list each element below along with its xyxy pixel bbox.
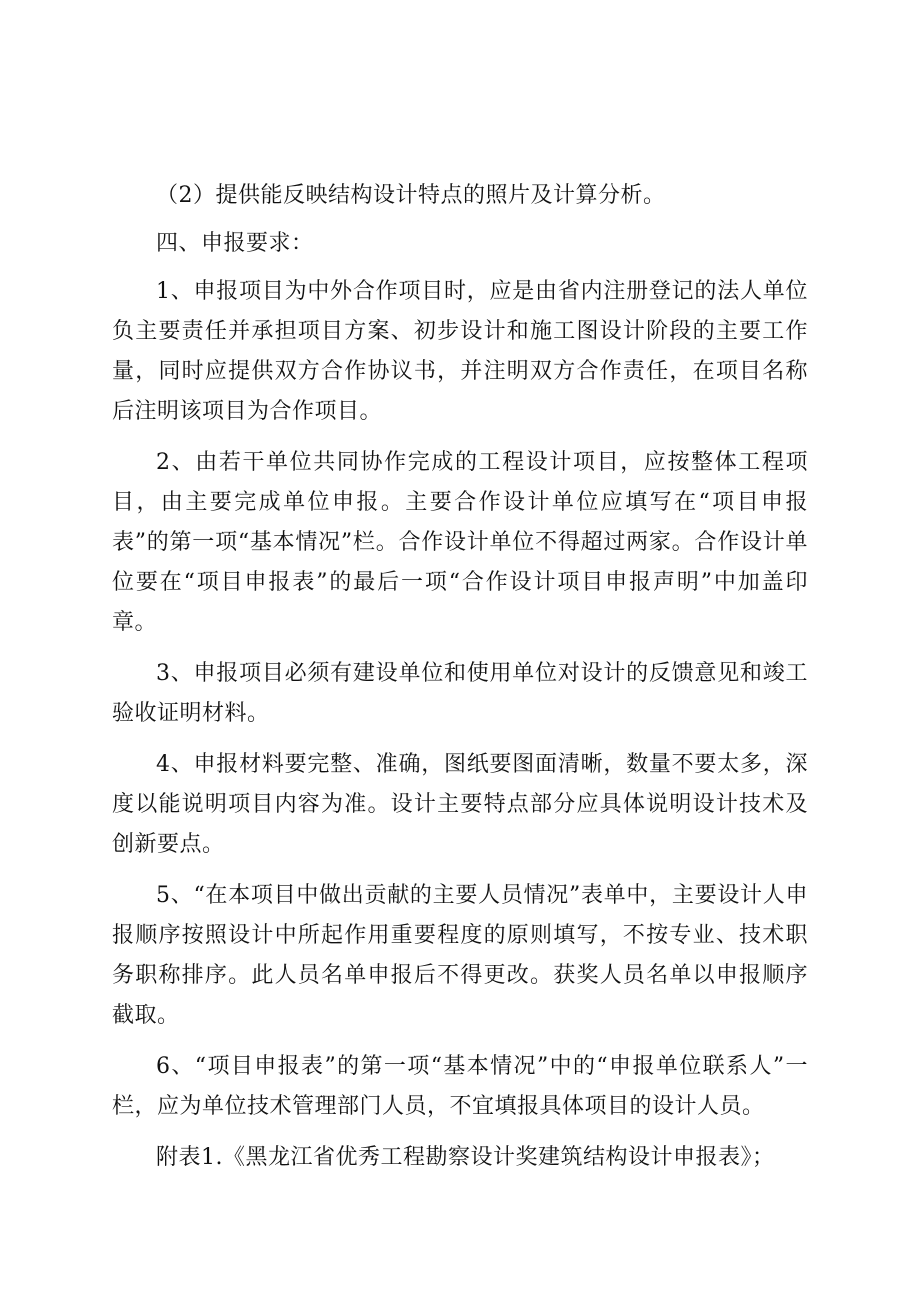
paragraph-attachment-1: 附表1.《黑龙江省优秀工程勘察设计奖建筑结构设计申报表》； xyxy=(156,1145,775,1170)
paragraph-requirement-3: 3、申报项目必须有建设单位和使用单位对设计的反馈意见和竣工验收证明材料。 xyxy=(112,661,808,726)
document-body xyxy=(112,176,808,1178)
paragraph-requirement-2: 2、由若干单位共同协作完成的工程设计项目，应按整体工程项目，由主要完成单位申报。主要合作设计单位应填写在“项目申报表”的第一项“基本情况”栏。合作设计单位不得超过两家。合作设计单位要在“项目申报表”的最后一项“合作设计项目申报声明”中加盖印章。 xyxy=(112,450,808,635)
paragraph-requirement-6: 6、“项目申报表”的第一项“基本情况”中的“申报单位联系人”一栏，应为单位技术管理部门人员，不宜填报具体项目的设计人员。 xyxy=(112,1054,808,1119)
section-heading-requirements: 四、申报要求： xyxy=(156,231,314,256)
paragraph-requirement-4: 4、申报材料要完整、准确，图纸要图面清晰，数量不要太多，深度以能说明项目内容为准。设计主要特点部分应具体说明设计技术及创新要点。 xyxy=(112,752,808,857)
paragraph-requirement-1: 1、申报项目为中外合作项目时，应是由省内注册登记的法人单位负主要责任并承担项目方案、初步设计和施工图设计阶段的主要工作量，同时应提供双方合作协议书，并注明双方合作责任，在项目名称后注明该项目为合作项目。 xyxy=(112,279,808,424)
paragraph-requirement-5: 5、“在本项目中做出贡献的主要人员情况”表单中，主要设计人申报顺序按照设计中所起作用重要程度的原则填写，不按专业、技术职务职称排序。此人员名单申报后不得更改。获奖人员名单以申报顺序截取。 xyxy=(112,883,808,1028)
paragraph-photos-analysis: （2）提供能反映结构设计特点的照片及计算分析。 xyxy=(156,183,666,208)
